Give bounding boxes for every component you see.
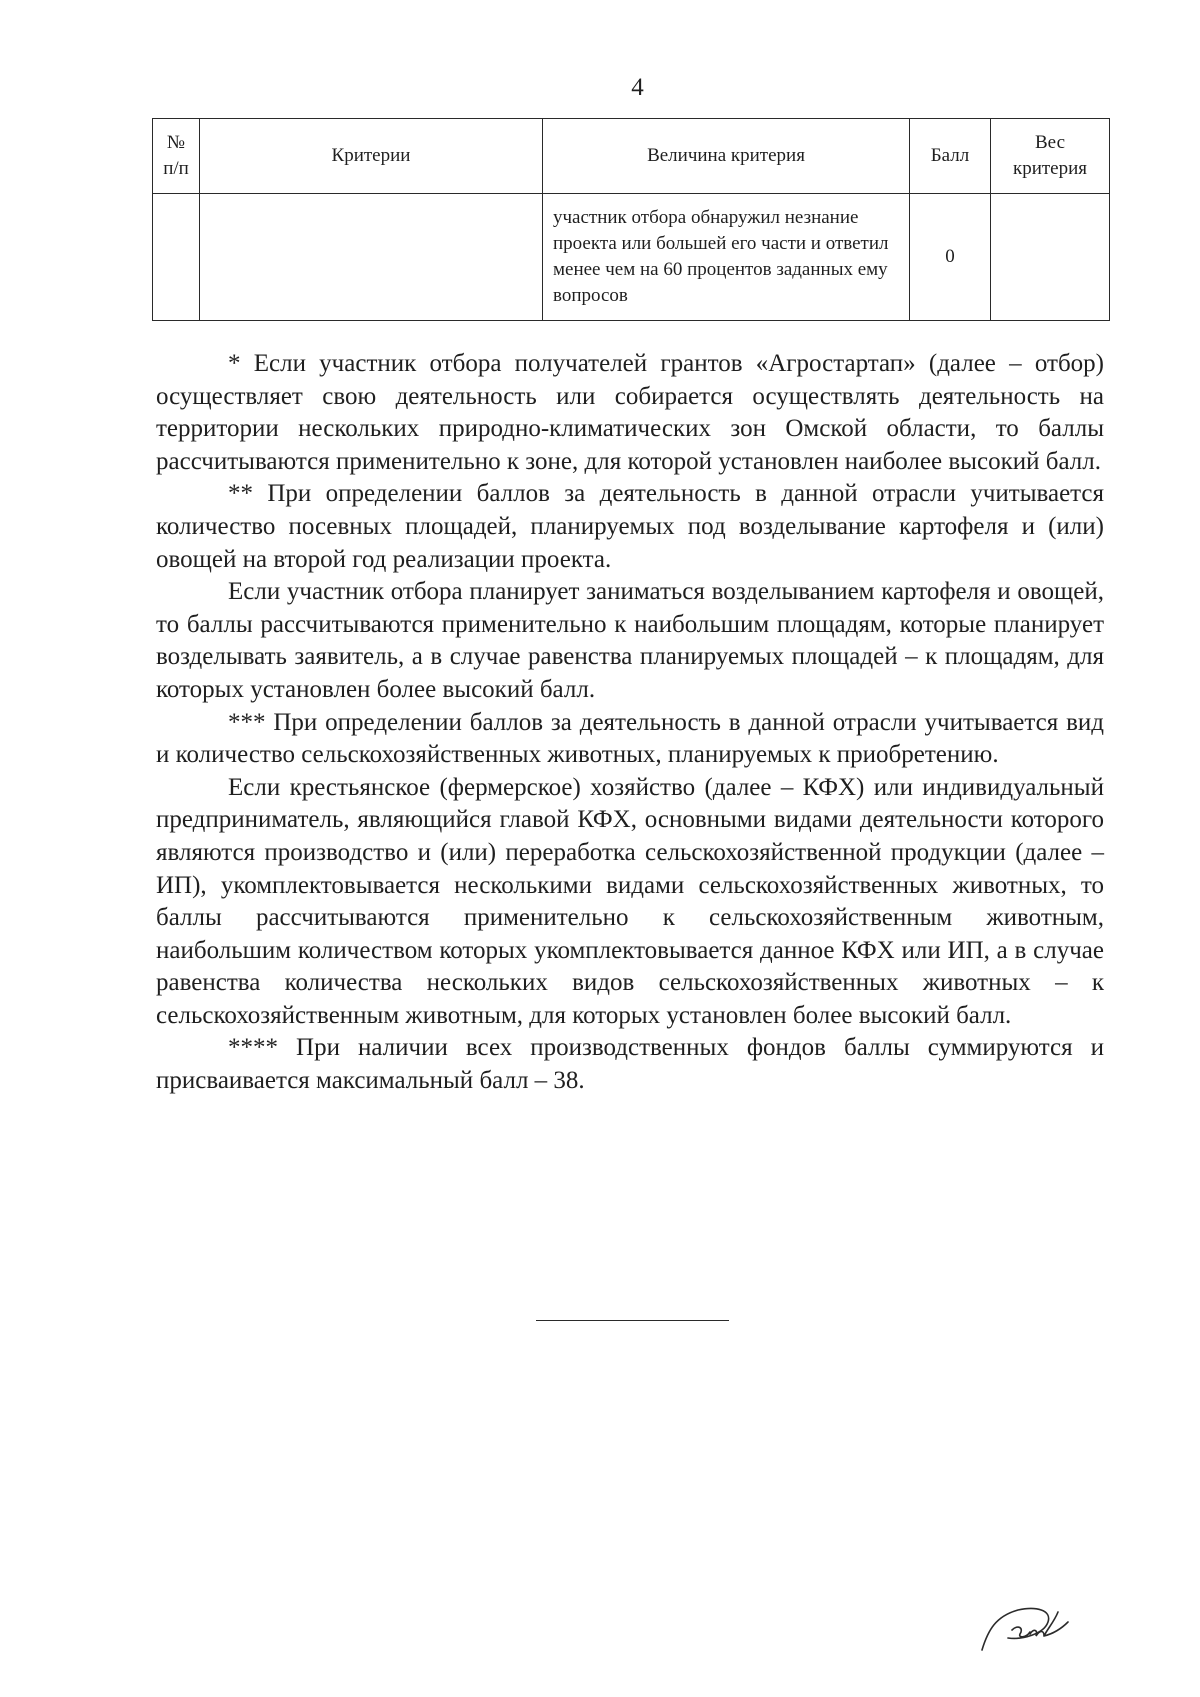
header-score: [910, 119, 991, 194]
footnote-paragraph-1: * Если участник отбора получателей грантов «Агростартап» (далее – отбор) осуществляет свою деятельность или собирается осуществлять деятельность на территории нескольких природно-климатических зон Омской области, то баллы рассчитываются применительно к зоне, для которой установлен наиболее высокий балл.: [156, 350, 1104, 475]
table-header-row: [153, 119, 1110, 194]
header-criteria: [200, 119, 543, 194]
footnote-paragraph-6: **** При наличии всех производственных фондов баллы суммируются и присваивается максимальный балл – 38.: [156, 1034, 1104, 1095]
header-criterion-value-label: Величина критерия: [647, 145, 805, 166]
header-weight-label: Вес критерия: [1012, 132, 1088, 179]
header-number: [153, 119, 200, 194]
row-criterion-cell: [200, 194, 543, 321]
row-number-cell: [153, 194, 200, 321]
footnote-paragraph-3: Если участник отбора планирует заниматься возделыванием картофеля и овощей, то баллы рассчитываются применительно к наибольшим площадям, которые планирует возделывать заявитель, а в случае равенства планируемых площадей – к площадям, для которых установлен более высокий балл.: [156, 578, 1104, 703]
page-number: 4: [631, 74, 644, 101]
footnote-paragraph-4: *** При определении баллов за деятельность в данной отрасли учитывается вид и количество сельскохозяйственных животных, планируемых к приобретению.: [156, 708, 1104, 769]
row-score-cell: 0: [910, 194, 991, 321]
handwritten-signature-icon: [978, 1600, 1074, 1656]
header-criterion-value: [543, 119, 910, 194]
header-criteria-label: Критерии: [331, 145, 411, 166]
header-weight: [991, 119, 1110, 194]
row-value-cell: участник отбора обнаружил незнание проекта или большей его части и ответил менее чем на 60 процентов заданных ему вопросов: [543, 194, 910, 321]
footnotes-block: [156, 348, 1104, 1098]
footnote-paragraph-5: Если крестьянское (фермерское) хозяйство (далее – КФХ) или индивидуальный предприниматель, являющийся главой КФХ, основными видами деятельности которого являются производство и (или) переработка сельскохозяйственной продукции (далее – ИП), укомплектовывается несколькими видами сельскохозяйственных животных, то баллы рассчитываются применительно к сельскохозяйственным животным, наибольшим количеством которых укомплектовывается данное КФХ или ИП, а в случае равенства количества нескольких видов сельскохозяйственных животных – к сельскохозяйственным животным, для которых установлен более высокий балл.: [156, 773, 1104, 1029]
end-of-document-line: [536, 1320, 729, 1321]
row-weight-cell: [991, 194, 1110, 321]
header-score-label: Балл: [930, 145, 970, 166]
header-number-label: № п/п: [163, 132, 189, 179]
footnote-paragraph-2: ** При определении баллов за деятельность в данной отрасли учитывается количество посевных площадей, планируемых под возделывание картофеля и (или) овощей на второй год реализации проекта.: [156, 480, 1104, 573]
table-row: [153, 194, 1110, 321]
criteria-table: [152, 118, 1110, 321]
